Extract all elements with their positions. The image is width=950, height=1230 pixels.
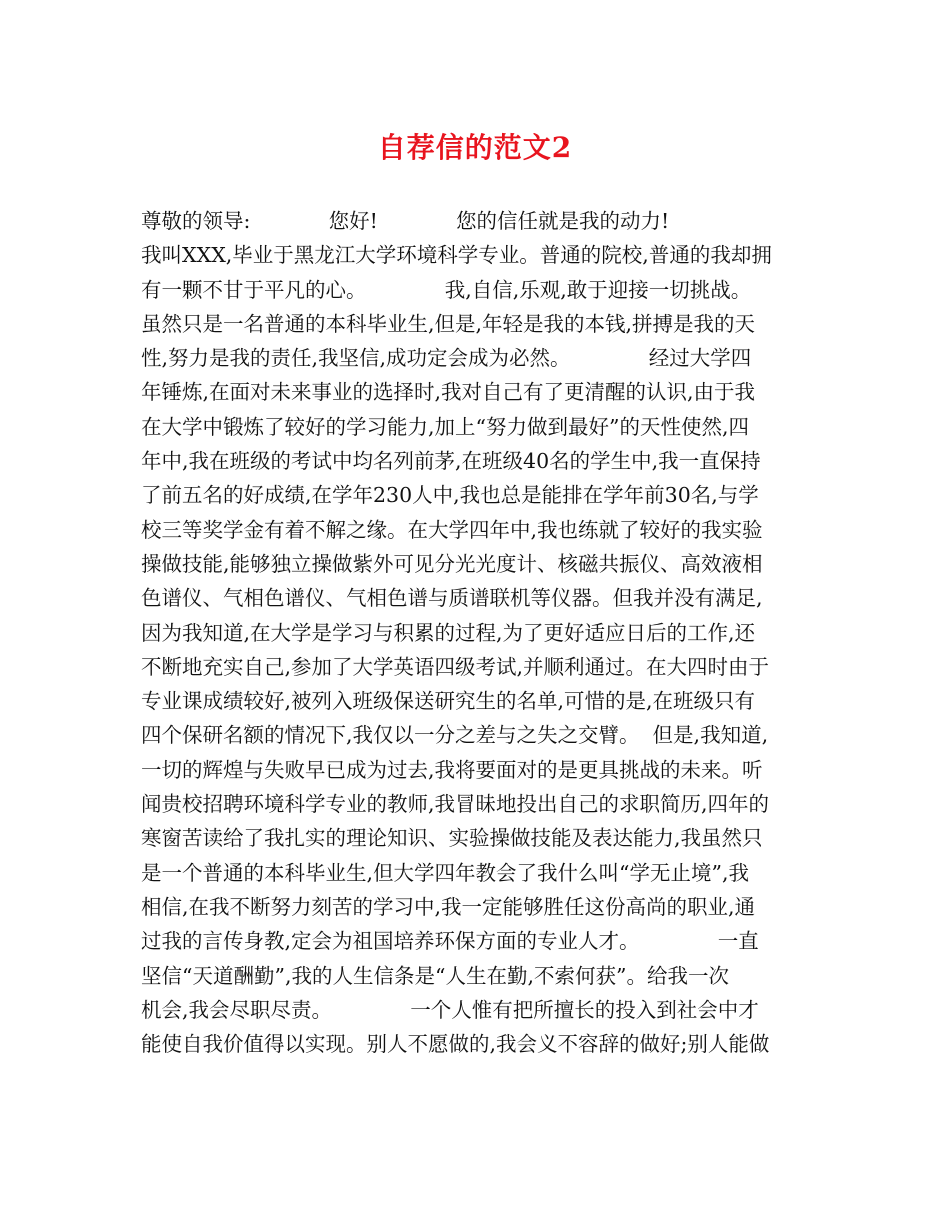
- text-line: 年中,我在班级的考试中均名列前茅,在班级40名的学生中,我一直保持: [141, 449, 761, 474]
- text-line: 了前五名的好成绩,在学年230人中,我也总是能排在学年前30名,与学: [141, 483, 759, 508]
- text-line: 我叫XXX,毕业于黑龙江大学环境科学专业。普通的院校,普通的我却拥: [141, 243, 772, 268]
- text-line: 因为我知道,在大学是学习与积累的过程,为了更好适应日后的工作,还: [141, 620, 756, 645]
- text-line: 有一颗不甘于平凡的心。 我,自信,乐观,敢于迎接一切挑战。: [141, 277, 752, 302]
- text-line: 一切的辉煌与失败早已成为过去,我将要面对的是更具挑战的未来。听: [141, 757, 763, 782]
- document-title: 自荐信的范文2: [377, 131, 573, 164]
- text-line: 性,努力是我的责任,我坚信,成功定会成为必然。 经过大学四: [141, 346, 752, 371]
- text-line: 闻贵校招聘环境科学专业的教师,我冒昧地投出自己的求职简历,四年的: [141, 792, 770, 817]
- text-line: 校三等奖学金有着不解之缘。在大学四年中,我也练就了较好的我实验: [141, 517, 763, 542]
- text-line: 不断地充实自己,参加了大学英语四级考试,并顺利通过。在大四时由于: [141, 654, 770, 679]
- text-line: 机会,我会尽职尽责。 一个人惟有把所擅长的投入到社会中才: [141, 997, 759, 1022]
- text-line: 四个保研名额的情况下,我仅以一分之差与之失之交臂。 但是,我知道,: [141, 723, 769, 748]
- text-line: 是一个普通的本科毕业生,但大学四年教会了我什么叫“学无止境”,我: [141, 860, 749, 885]
- text-line: 寒窗苦读给了我扎实的理论知识、实验操做技能及表达能力,我虽然只: [141, 826, 763, 851]
- text-line: 色谱仪、气相色谱仪、气相色谱与质谱联机等仪器。但我并没有满足,: [141, 586, 763, 611]
- text-line: 专业课成绩较好,被列入班级保送研究生的名单,可惜的是,在班级只有: [141, 689, 756, 714]
- text-line: 在大学中锻炼了较好的学习能力,加上“努力做到最好”的天性使然,四: [141, 414, 749, 439]
- text-line: 年锤炼,在面对未来事业的选择时,我对自己有了更清醒的认识,由于我: [141, 380, 756, 405]
- text-line: 坚信“天道酬勤”,我的人生信条是“人生在勤,不索何获”。给我一次: [141, 963, 729, 988]
- text-line: 虽然只是一名普通的本科毕业生,但是,年轻是我的本钱,拼搏是我的天: [141, 311, 756, 336]
- text-line: 能使自我价值得以实现。别人不愿做的,我会义不容辞的做好;别人能做: [141, 1032, 770, 1057]
- document-body: [141, 204, 813, 1061]
- text-line: 尊敬的领导: 您好! 您的信任就是我的动力!: [141, 209, 670, 233]
- text-line: 相信,在我不断努力刻苦的学习中,我一定能够胜任这份高尚的职业,通: [141, 894, 756, 919]
- text-line: 操做技能,能够独立操做紫外可见分光光度计、核磁共振仪、高效液相: [141, 551, 763, 576]
- text-line: 过我的言传身教,定会为祖国培养环保方面的专业人才。 一直: [141, 929, 759, 954]
